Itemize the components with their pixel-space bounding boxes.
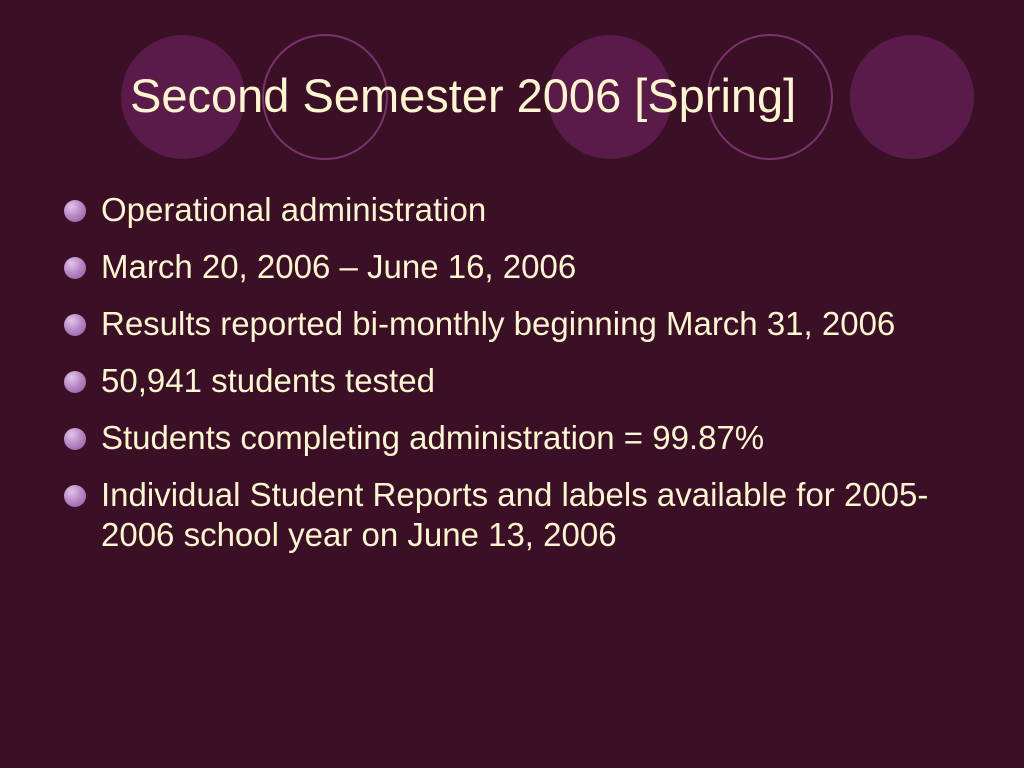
bullet-text: Students completing administration = 99.87% bbox=[101, 419, 765, 456]
bullet-dot-icon bbox=[64, 314, 86, 336]
bullet-list bbox=[64, 190, 964, 572]
bullet-item bbox=[64, 361, 964, 401]
bullet-dot-icon bbox=[64, 200, 86, 222]
bullet-text: 50,941 students tested bbox=[101, 362, 435, 399]
deco-circle-filled-3 bbox=[850, 35, 974, 159]
bullet-item bbox=[64, 190, 964, 230]
bullet-item bbox=[64, 418, 964, 458]
bullet-text: Results reported bi-monthly beginning March 31, 2006 bbox=[101, 305, 896, 342]
bullet-dot-icon bbox=[64, 485, 86, 507]
bullet-text: Operational administration bbox=[101, 191, 487, 228]
bullet-item bbox=[64, 304, 964, 344]
slide-title: Second Semester 2006 [Spring] bbox=[130, 69, 797, 122]
bullet-dot-icon bbox=[64, 257, 86, 279]
bullet-item bbox=[64, 247, 964, 287]
bullet-dot-icon bbox=[64, 428, 86, 450]
bullet-item bbox=[64, 475, 964, 555]
bullet-dot-icon bbox=[64, 371, 86, 393]
bullet-text: March 20, 2006 – June 16, 2006 bbox=[101, 248, 577, 285]
bullet-text: Individual Student Reports and labels available for 2005-2006 school year on June 13, 2006 bbox=[101, 476, 929, 553]
